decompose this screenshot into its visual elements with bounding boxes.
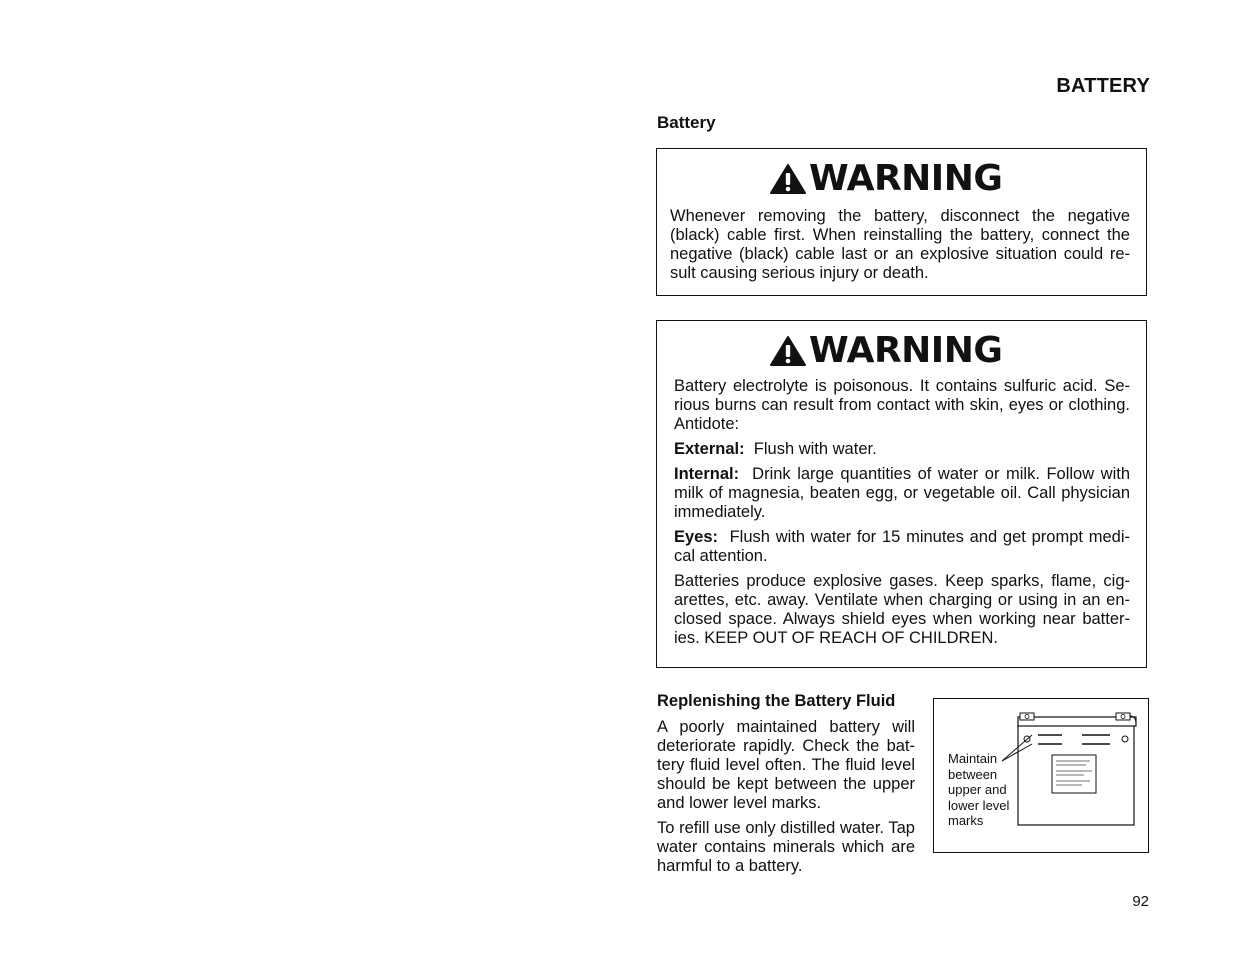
replenishing-text	[657, 718, 915, 882]
warning-triangle-icon	[769, 163, 807, 195]
warning-intro: Battery electrolyte is poisonous. It contains sulfuric acid. Se-rious burns can result from contact with skin, eyes or clothing. Antidote:	[674, 377, 1130, 433]
antidote-external	[674, 440, 1130, 459]
warning-box-electrolyte	[656, 320, 1147, 668]
figure-caption: Maintain between upper and lower level marks	[948, 751, 1010, 828]
paragraph: A poorly maintained battery will deteriorate rapidly. Check the bat-tery fluid level often. The fluid level should be kept between the upper and lower level marks.	[657, 718, 915, 812]
warning-box-cable	[656, 148, 1147, 296]
page-number: 92	[1132, 893, 1149, 910]
subsection-title: Replenishing the Battery Fluid	[657, 692, 896, 710]
paragraph: To refill use only distilled water. Tap water contains minerals which are harmful to a battery.	[657, 819, 915, 875]
antidote-eyes-label: Eyes:	[674, 528, 719, 546]
antidote-internal-text: Drink large quantities of water or milk. Follow with milk of magnesia, beaten egg, or vegetable oil. Call physician immediately.	[674, 465, 1130, 521]
warning-triangle-icon	[769, 335, 807, 367]
warning-closing: Batteries produce explosive gases. Keep sparks, flame, cig-arettes, etc. away. Ventilate when charging or using in an en-closed space. Always shield eyes when working near batter-ies. KEEP OUT OF REACH OF CHILDREN.	[674, 572, 1130, 647]
page-header: BATTERY	[1056, 75, 1150, 97]
antidote-internal-label: Internal:	[674, 465, 740, 483]
warning-title: WARNING	[809, 330, 1003, 371]
warning-text: Whenever removing the battery, disconnect the negative (black) cable first. When reinstalling the battery, connect the negative (black) cable last or an explosive situation could re-sult causing serious injury or death.	[670, 207, 1130, 282]
warning-heading	[769, 330, 1003, 371]
section-title: Battery	[657, 113, 716, 132]
antidote-external-label: External:	[674, 440, 745, 458]
warning-title: WARNING	[809, 158, 1003, 199]
battery-figure	[933, 698, 1149, 853]
antidote-external-text: Flush with water.	[753, 440, 877, 458]
antidote-eyes	[674, 528, 1130, 566]
antidote-internal	[674, 465, 1130, 522]
antidote-eyes-text: Flush with water for 15 minutes and get prompt medi-cal attention.	[674, 528, 1130, 565]
warning-heading	[769, 158, 1003, 199]
